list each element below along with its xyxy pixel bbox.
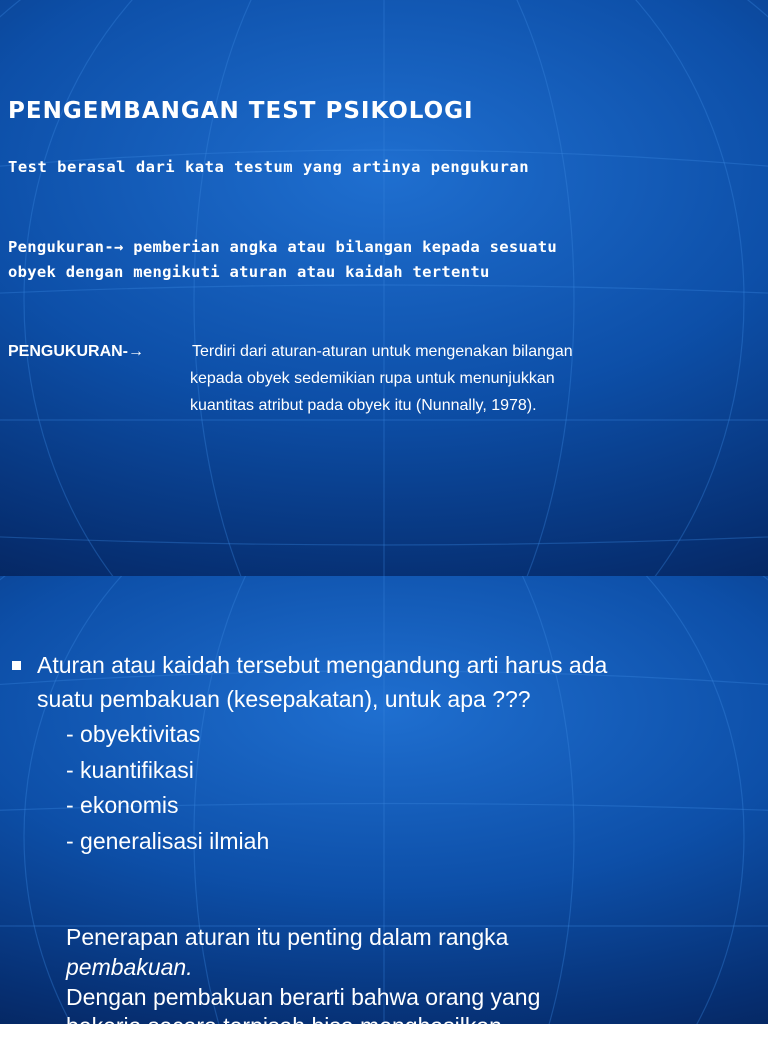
bullet-text-line1: Aturan atau kaidah tersebut mengandung arti harus ada bbox=[37, 652, 608, 678]
pengukuran-text-line: Terdiri dari aturan-aturan untuk mengenakan bilangan bbox=[192, 343, 573, 360]
conclusion-line: bekerja secara terpisah bisa menghasilkan bbox=[66, 1013, 502, 1039]
bullet-square-icon bbox=[12, 661, 21, 670]
list-item: - obyektivitas bbox=[66, 721, 201, 747]
measurement-definition-line1: Pengukuran-→ pemberian angka atau bilangan kepada sesuatu bbox=[8, 238, 558, 256]
list-item: - generalisasi ilmiah bbox=[66, 828, 270, 854]
pengukuran-text-line: kepada obyek sedemikian rupa untuk menunjukkan bbox=[190, 370, 555, 387]
pengukuran-text-line: kuantitas atribut pada obyek itu (Nunnally, 1978). bbox=[190, 397, 537, 414]
conclusion-line: Penerapan aturan itu penting dalam rangka bbox=[66, 924, 509, 950]
test-definition: Test berasal dari kata testum yang artinya pengukuran bbox=[8, 158, 530, 176]
conclusion-line-italic: pembakuan. bbox=[66, 954, 193, 980]
list-item: - kuantifikasi bbox=[66, 757, 194, 783]
list-item: - ekonomis bbox=[66, 792, 179, 818]
slide-title: PENGEMBANGAN TEST PSIKOLOGI bbox=[8, 98, 474, 124]
bullet-text-line2: suatu pembakuan (kesepakatan), untuk apa ??? bbox=[37, 686, 531, 712]
pengukuran-label: PENGUKURAN-→ bbox=[8, 343, 144, 360]
measurement-definition-line2: obyek dengan mengikuti aturan atau kaidah tertentu bbox=[8, 263, 490, 281]
conclusion-line: Dengan pembakuan berarti bahwa orang yang bbox=[66, 984, 541, 1010]
